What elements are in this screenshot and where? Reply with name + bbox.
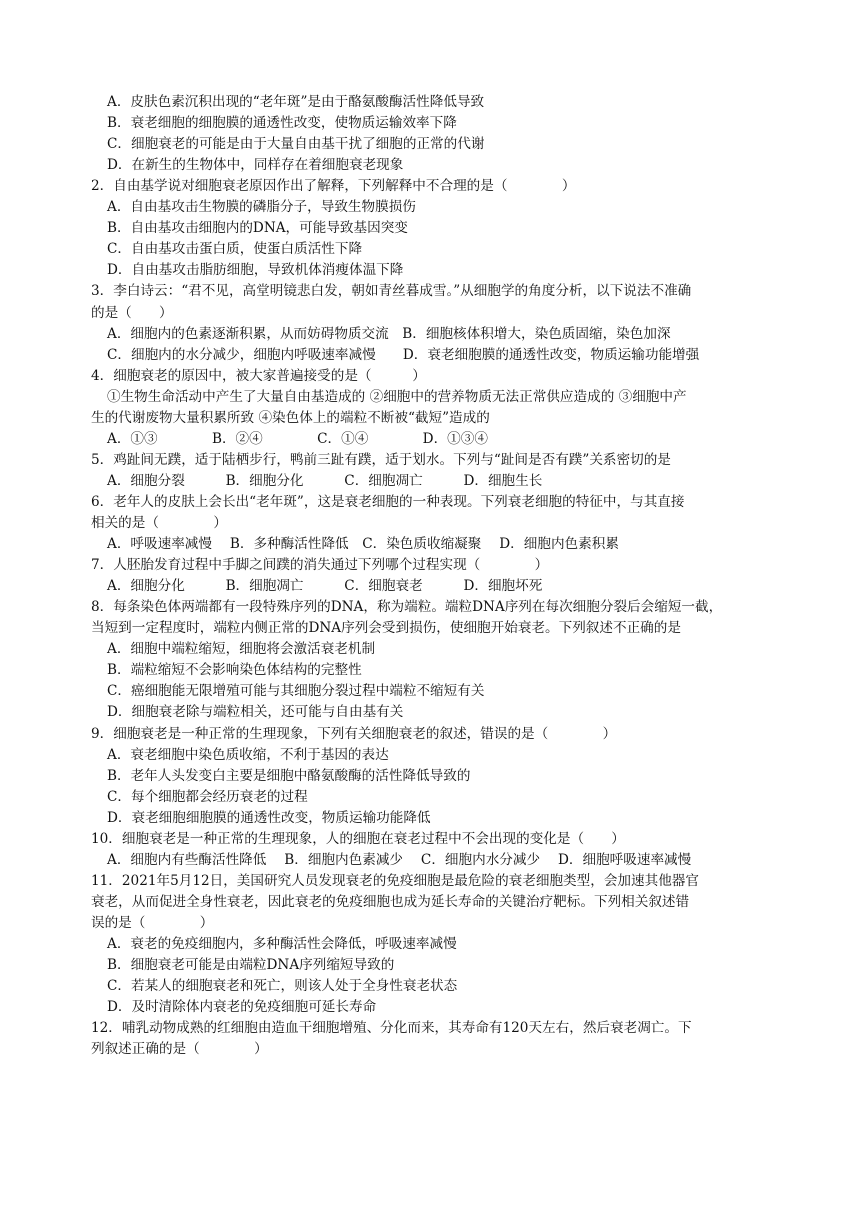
question-continuation: 生的代谢废物大量积累所致 ④染色体上的端粒不断被“截短”造成的 [91,409,490,426]
answer-option-line: A．细胞内有些酶活性降低 B．细胞内色素减少 C．细胞内水分减少 D．细胞呼吸速率减慢 [107,851,692,868]
question-stem: 12．哺乳动物成熟的红细胞由造血干细胞增殖、分化而来，其寿命有120天左右，然后衰老凋亡。下 [91,1020,692,1037]
question-stem: 6．老年人的皮肤上会长出“老年斑”，这是衰老细胞的一种表现。下列衰老细胞的特征中，与其直接 [91,493,685,510]
answer-option-line: A．衰老细胞中染色质收缩，不利于基因的表达 [107,746,389,763]
question-stem: 9．细胞衰老是一种正常的生理现象，下列有关细胞衰老的叙述，错误的是（ ） [91,725,617,742]
answer-option-line: D．及时清除体内衰老的免疫细胞可延长寿命 [107,999,377,1016]
answer-option-line: C．细胞内的水分减少，细胞内呼吸速率减慢 D．衰老细胞膜的通透性改变，物质运输功能增强 [107,346,700,363]
question-continuation: 的是（ ） [91,304,173,321]
question-stem: 8．每条染色体两端都有一段特殊序列的DNA，称为端粒。端粒DNA序列在每次细胞分裂后会缩短一截， [91,599,723,616]
question-continuation: 当短到一定程度时，端粒内侧正常的DNA序列会受到损伤，使细胞开始衰老。下列叙述不正确的是 [91,620,681,637]
answer-option-line: B．衰老细胞的细胞膜的通透性改变，使物质运输效率下降 [107,115,457,132]
question-continuation: 误的是（ ） [91,914,214,931]
answer-option-line: A．细胞分裂 B．细胞分化 C．细胞凋亡 D．细胞生长 [107,472,543,489]
answer-option-line: A．细胞内的色素逐渐积累，从而妨碍物质交流 B．细胞核体积增大，染色质固缩，染色加深 [107,325,671,342]
answer-option-line: C．自由基攻击蛋白质，使蛋白质活性下降 [107,241,363,258]
question-stem: 7．人胚胎发育过程中手脚之间蹼的消失通过下列哪个过程实现（ ） [91,557,549,574]
question-continuation: 列叙述正确的是（ ） [91,1041,268,1058]
answer-option-line: B．自由基攻击细胞内的DNA，可能导致基因突变 [107,220,408,237]
answer-option-line: A．细胞分化 B．细胞凋亡 C．细胞衰老 D．细胞坏死 [107,578,543,595]
answer-option-line: B．细胞衰老可能是由端粒DNA序列缩短导致的 [107,957,395,974]
answer-option-line: A．①③ B．②④ C．①④ D．①③④ [107,430,488,447]
answer-option-line: A．衰老的免疫细胞内，多种酶活性会降低，呼吸速率减慢 [107,936,457,952]
answer-option-line: A．皮肤色素沉积出现的“老年斑”是由于酪氨酸酶活性降低导致 [107,94,485,110]
answer-option-line: D．细胞衰老除与端粒相关，还可能与自由基有关 [107,704,404,721]
answer-option-line: A．呼吸速率减慢 B．多种酶活性降低 C．染色质收缩凝聚 D．细胞内色素积累 [107,536,619,553]
question-continuation: 衰老，从而促进全身性衰老，因此衰老的免疫细胞也成为延长寿命的关键治疗靶标。下列相关叙述错 [91,893,690,910]
question-stem: 3．李白诗云：“君不见，高堂明镜悲白发，朝如青丝暮成雪。”从细胞学的角度分析，以下说法不准确 [91,283,692,300]
question-stem: 5．鸡趾间无蹼，适于陆栖步行，鸭前三趾有蹼，适于划水。下列与“趾间是否有蹼”关系密切的是 [91,451,671,468]
answer-option-line: D．在新生的生物体中，同样存在着细胞衰老现象 [107,157,404,174]
answer-option-line: C．若某人的细胞衰老和死亡，则该人处于全身性衰老状态 [107,978,458,995]
answer-option-line: D．自由基攻击脂肪细胞，导致机体消瘦体温下降 [107,262,404,279]
answer-option-line: D．衰老细胞细胞膜的通透性改变，物质运输功能降低 [107,809,431,826]
answer-option-line: A．自由基攻击生物膜的磷脂分子，导致生物膜损伤 [107,199,416,216]
answer-option-line: ①生物生命活动中产生了大量自由基造成的 ②细胞中的营养物质无法正常供应造成的 ③细胞中产 [107,388,687,405]
question-continuation: 相关的是（ ） [91,515,227,531]
question-stem: 11．2021年5月12日，美国研究人员发现衰老的免疫细胞是最危险的衰老细胞类型，会加速其他器官 [91,872,699,889]
answer-option-line: C．癌细胞能无限增殖可能与其细胞分裂过程中端粒不缩短有关 [107,683,485,700]
answer-option-line: B．端粒缩短不会影响染色体结构的完整性 [107,662,362,679]
answer-option-line: B．老年人头发变白主要是细胞中酪氨酸酶的活性降低导致的 [107,767,471,784]
question-stem: 4．细胞衰老的原因中，被大家普遍接受的是（ ） [91,367,426,384]
question-stem: 10．细胞衰老是一种正常的生理现象，人的细胞在衰老过程中不会出现的变化是（ ） [91,830,625,847]
answer-option-line: C．每个细胞都会经历衰老的过程 [107,788,308,805]
answer-option-line: C．细胞衰老的可能是由于大量自由基干扰了细胞的正常的代谢 [107,136,485,153]
answer-option-line: A．细胞中端粒缩短，细胞将会激活衰老机制 [107,641,376,658]
question-stem: 2．自由基学说对细胞衰老原因作出了解释，下列解释中不合理的是（ ） [91,178,576,195]
